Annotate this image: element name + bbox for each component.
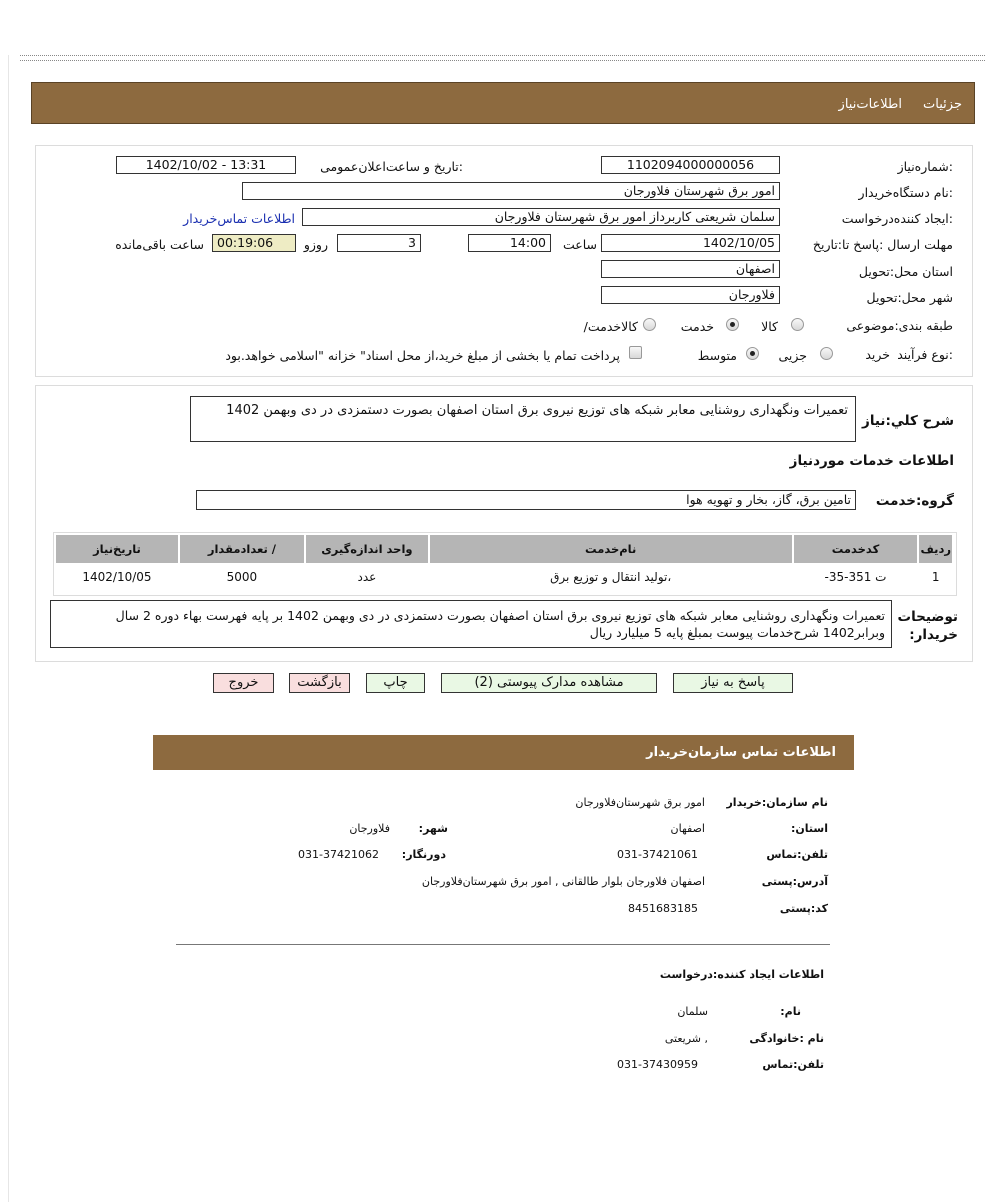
category-goods-radio[interactable]	[791, 318, 804, 331]
address-label: آدرس:پستی	[761, 875, 828, 888]
section-divider	[176, 944, 830, 945]
view-attachments-button[interactable]: مشاهده مدارک پیوستی (2)	[441, 673, 657, 693]
treasury-payment-checkbox[interactable]	[629, 346, 642, 359]
service-group-label: گروه:خدمت	[875, 493, 954, 509]
remaining-time-field: 00:19:06	[212, 234, 296, 252]
city-contact-label: :شهر	[418, 822, 448, 835]
creator-phone-value: 031-37430959	[617, 1058, 698, 1071]
phone-value: 031-37421061	[617, 848, 698, 861]
province-field: اصفهان	[601, 260, 780, 278]
summary-field: تعمیرات ونگهداری روشنایی معابر شبکه های توزیع نیروی برق استان اصفهان بصورت دستمزدی در دی وبهمن 1402	[190, 396, 856, 442]
province-label: استان محل:تحویل	[858, 264, 953, 279]
cell-code: ت 351-35-	[794, 565, 918, 589]
announce-field: 1402/10/02 - 13:31	[116, 156, 296, 174]
org-value: امور برق شهرستان‌فلاورجان	[575, 796, 705, 809]
fax-label: :دورنگار	[401, 848, 446, 861]
creator-field: سلمان شریعتی کاربرداز امور برق شهرستان فلاورجان	[302, 208, 780, 226]
print-button[interactable]: چاپ	[366, 673, 425, 693]
deadline-time-label: ساعت	[562, 237, 597, 252]
city-label: شهر محل:تحویل	[866, 290, 953, 305]
buyer-notes-label-2: :خریدار	[909, 627, 958, 643]
services-heading: اطلاعات خدمات موردنیاز	[789, 453, 954, 469]
need-number-label: شماره‌نیاز:	[897, 159, 953, 174]
cell-unit: عدد	[306, 565, 428, 589]
address-value: اصفهان فلاورجان بلوار طالقانی , امور برق شهرستان‌فلاورجان	[421, 875, 705, 888]
creator-name-value: سلمان	[677, 1005, 708, 1018]
process-partial-label: جزیی	[778, 348, 807, 363]
cell-date: 1402/10/05	[56, 565, 178, 589]
org-label: نام سازمان:خریدار	[726, 796, 828, 809]
summary-label: شرح کلي:نياز	[862, 413, 954, 429]
need-number-field: 1102094000000056	[601, 156, 780, 174]
city-field: فلاورجان	[601, 286, 780, 304]
category-goods-service-label: /کالاخدمت	[583, 319, 638, 334]
cell-name: ،تولید انتقال و توزیع برق	[430, 565, 792, 589]
process-buy-label: خرید	[865, 347, 890, 362]
col-row-header: ردیف	[919, 535, 952, 563]
creator-heading: اطلاعات ایجاد کننده:درخواست	[659, 968, 824, 981]
buyer-org-label: نام دستگاه‌خریدار:	[858, 185, 953, 200]
process-partial-radio[interactable]	[820, 347, 833, 360]
tab-need-info[interactable]: اطلاعات‌نیاز	[838, 97, 902, 112]
col-qty-header: / تعدادمقدار	[180, 535, 304, 563]
reply-button[interactable]: پاسخ به نیاز	[673, 673, 793, 693]
creator-family-value: شریعتی ,	[664, 1032, 708, 1045]
contact-title: اطلاعات تماس سازمان‌خریدار	[646, 745, 836, 760]
fax-value: 031-37421062	[298, 848, 379, 861]
need-info-panel	[35, 145, 973, 377]
exit-button[interactable]: خروج	[213, 673, 274, 693]
col-code-header: کدخدمت	[794, 535, 918, 563]
col-unit-header: واحد اندازه‌گیری	[306, 535, 428, 563]
col-name-header: نام‌خدمت	[430, 535, 792, 563]
buyer-notes-field: تعمیرات ونگهداری روشنایی معابر شبکه های توزیع نیروی برق استان اصفهان بصورت دستمزدی در دی وبهمن 1402 بر پایه فهرست بهاء دوره 2 سال وبرابر1402 شرح‌خدمات پیوست بمبلغ پایه 5 میلیارد ریال	[50, 600, 892, 648]
top-dotted-divider	[20, 55, 985, 61]
deadline-date-field: 1402/10/05	[601, 234, 780, 252]
buyer-org-field: امور برق شهرستان فلاورجان	[242, 182, 780, 200]
cell-row: 1	[919, 565, 952, 589]
deadline-time-field: 14:00	[468, 234, 551, 252]
creator-label: ایجاد کننده‌درخواست:	[841, 211, 953, 226]
back-button[interactable]: بازگشت	[289, 673, 350, 693]
province-contact-label: :استان	[790, 822, 828, 835]
announce-label: تاریخ و ساعت‌اعلان‌عمومی:	[320, 159, 463, 174]
category-goods-service-radio[interactable]	[643, 318, 656, 331]
details-header-bar	[31, 82, 975, 124]
phone-label: تلفن:تماس	[766, 848, 828, 861]
deadline-label: مهلت ارسال :پاسخ تا:تاریخ	[812, 237, 953, 252]
table-header-row	[56, 535, 952, 563]
table-row	[56, 565, 952, 589]
category-service-label: خدمت	[680, 319, 714, 334]
page-left-border	[8, 55, 9, 1202]
cell-qty: 5000	[180, 565, 304, 589]
postal-code-value: 8451683185	[628, 902, 698, 915]
category-service-radio[interactable]	[726, 318, 739, 331]
category-goods-label: کالا	[761, 319, 778, 334]
treasury-payment-note: پرداخت تمام یا بخشی از مبلغ خرید،از محل اسناد" خزانه "اسلامی خواهد.بود	[225, 348, 620, 363]
process-label: نوع فرآیند:	[897, 347, 953, 362]
buyer-notes-label-1: توضیحات	[897, 609, 958, 625]
category-label: طبقه بندی:موضوعی	[846, 318, 953, 333]
postal-code-label: کد:پستی	[779, 902, 828, 915]
province-contact-value: اصفهان	[670, 822, 705, 835]
creator-family-label: نام :خانوادگی	[749, 1032, 824, 1045]
services-table	[54, 533, 954, 591]
buyer-contact-link[interactable]: اطلاعات تماس‌خریدار	[183, 211, 295, 226]
tab-details[interactable]: جزئیات	[923, 97, 962, 112]
city-contact-value: فلاورجان	[349, 822, 390, 835]
col-date-header: تاریخ‌نیاز	[56, 535, 178, 563]
creator-phone-label: تلفن:تماس	[762, 1058, 824, 1071]
days-field: 3	[337, 234, 421, 252]
remaining-label: ساعت باقی‌مانده	[115, 237, 204, 252]
contact-header-bar	[153, 735, 854, 770]
service-group-field: تامین برق، گاز، بخار و تهویه هوا	[196, 490, 856, 510]
creator-name-label: :نام	[780, 1005, 801, 1018]
days-label: روزو	[303, 237, 328, 252]
process-medium-radio[interactable]	[746, 347, 759, 360]
process-medium-label: متوسط	[697, 348, 737, 363]
